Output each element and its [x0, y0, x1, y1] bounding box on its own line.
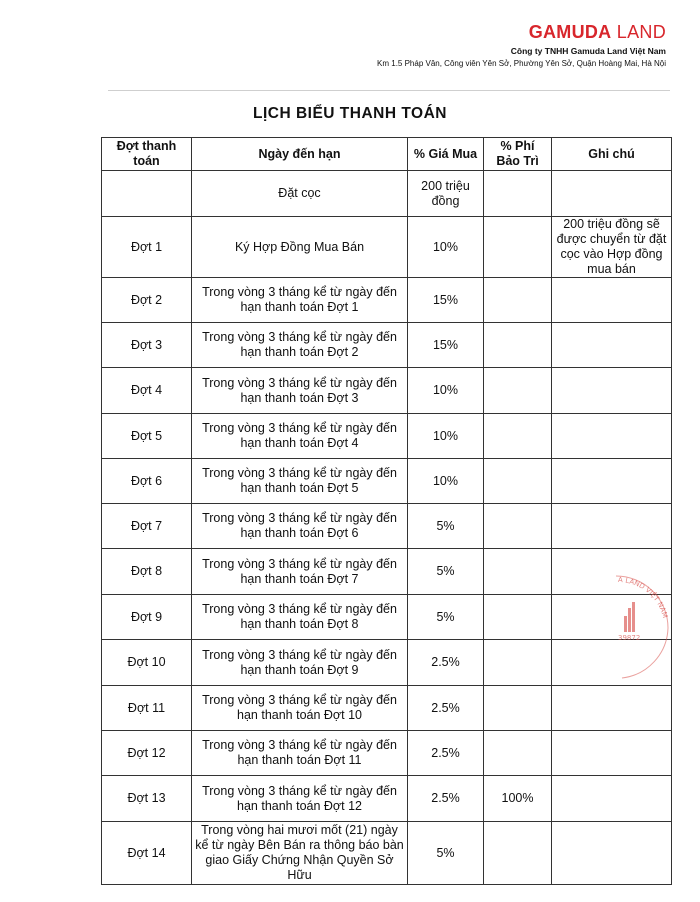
cell-due-date: Trong vòng 3 tháng kể từ ngày đến hạn thanh toán Đợt 7 — [192, 549, 408, 595]
cell-maintenance-percent — [484, 504, 552, 549]
cell-maintenance-percent — [484, 217, 552, 278]
cell-note — [552, 504, 672, 549]
table-row — [102, 504, 672, 549]
cell-due-date: Trong vòng 3 tháng kể từ ngày đến hạn thanh toán Đợt 2 — [192, 323, 408, 368]
table-row — [102, 595, 672, 640]
column-header-notes: Ghi chú — [552, 138, 672, 171]
cell-maintenance-percent — [484, 323, 552, 368]
cell-maintenance-percent — [484, 640, 552, 686]
table-row — [102, 414, 672, 459]
cell-note — [552, 686, 672, 731]
table-row — [102, 171, 672, 217]
cell-price-percent: 2.5% — [408, 776, 484, 822]
cell-note — [552, 459, 672, 504]
cell-due-date: Trong vòng hai mươi mốt (21) ngày kể từ ngày Bên Bán ra thông báo bàn giao Giấy Chứng Nhận Quyền Sở Hữu — [192, 822, 408, 885]
cell-installment: Đợt 2 — [102, 278, 192, 323]
cell-note — [552, 323, 672, 368]
cell-maintenance-percent — [484, 278, 552, 323]
cell-installment: Đợt 13 — [102, 776, 192, 822]
cell-price-percent: 5% — [408, 822, 484, 885]
cell-price-percent: 5% — [408, 504, 484, 549]
cell-due-date: Trong vòng 3 tháng kể từ ngày đến hạn thanh toán Đợt 10 — [192, 686, 408, 731]
table-row — [102, 459, 672, 504]
header-divider — [108, 90, 670, 91]
cell-due-date: Trong vòng 3 tháng kể từ ngày đến hạn thanh toán Đợt 12 — [192, 776, 408, 822]
cell-maintenance-percent — [484, 731, 552, 776]
column-header-price-percent: % Giá Mua — [408, 138, 484, 171]
table-row — [102, 368, 672, 414]
logo-suffix: LAND — [611, 22, 666, 42]
cell-note — [552, 640, 672, 686]
cell-due-date: Trong vòng 3 tháng kể từ ngày đến hạn thanh toán Đợt 8 — [192, 595, 408, 640]
cell-installment: Đợt 7 — [102, 504, 192, 549]
cell-due-date: Trong vòng 3 tháng kể từ ngày đến hạn thanh toán Đợt 5 — [192, 459, 408, 504]
table-row — [102, 731, 672, 776]
cell-note — [552, 549, 672, 595]
cell-installment: Đợt 1 — [102, 217, 192, 278]
stamp-number: 39872 — [618, 634, 641, 642]
cell-note: 200 triệu đồng sẽ được chuyển từ đặt cọc vào Hợp đồng mua bán — [552, 217, 672, 278]
cell-note — [552, 171, 672, 217]
table-row — [102, 278, 672, 323]
logo-brand: GAMUDA — [528, 22, 612, 42]
cell-maintenance-percent — [484, 459, 552, 504]
cell-installment: Đợt 11 — [102, 686, 192, 731]
cell-installment: Đợt 8 — [102, 549, 192, 595]
company-name: Công ty TNHH Gamuda Land Việt Nam — [510, 46, 666, 56]
cell-note — [552, 278, 672, 323]
cell-due-date: Trong vòng 3 tháng kể từ ngày đến hạn thanh toán Đợt 9 — [192, 640, 408, 686]
cell-installment: Đợt 4 — [102, 368, 192, 414]
table-row — [102, 217, 672, 278]
document-title: LỊCH BIỂU THANH TOÁN — [253, 105, 447, 122]
cell-maintenance-percent — [484, 822, 552, 885]
cell-due-date: Đặt cọc — [192, 171, 408, 217]
letterhead — [377, 22, 666, 69]
column-header-maintenance-percent: % Phí Bảo Trì — [484, 138, 552, 171]
table-row — [102, 549, 672, 595]
cell-maintenance-percent — [484, 171, 552, 217]
cell-maintenance-percent — [484, 549, 552, 595]
cell-note — [552, 414, 672, 459]
cell-price-percent: 5% — [408, 549, 484, 595]
stamp-text: A LAND VIỆT NAM — [617, 575, 670, 619]
table-row — [102, 686, 672, 731]
cell-price-percent: 15% — [408, 323, 484, 368]
cell-price-percent: 10% — [408, 414, 484, 459]
table-row — [102, 640, 672, 686]
cell-due-date: Trong vòng 3 tháng kể từ ngày đến hạn thanh toán Đợt 1 — [192, 278, 408, 323]
cell-installment: Đợt 9 — [102, 595, 192, 640]
cell-maintenance-percent — [484, 414, 552, 459]
cell-due-date: Trong vòng 3 tháng kể từ ngày đến hạn thanh toán Đợt 4 — [192, 414, 408, 459]
table-row — [102, 822, 672, 885]
cell-installment: Đợt 14 — [102, 822, 192, 885]
cell-maintenance-percent — [484, 368, 552, 414]
cell-due-date: Trong vòng 3 tháng kể từ ngày đến hạn thanh toán Đợt 6 — [192, 504, 408, 549]
cell-note — [552, 822, 672, 885]
table-row — [102, 776, 672, 822]
payment-schedule-table — [101, 137, 672, 885]
column-header-installment: Đợt thanh toán — [102, 138, 192, 171]
cell-due-date: Ký Hợp Đồng Mua Bán — [192, 217, 408, 278]
cell-maintenance-percent: 100% — [484, 776, 552, 822]
cell-price-percent: 2.5% — [408, 640, 484, 686]
cell-note — [552, 731, 672, 776]
column-header-due-date: Ngày đến hạn — [192, 138, 408, 171]
cell-installment: Đợt 5 — [102, 414, 192, 459]
company-logo — [377, 22, 666, 42]
cell-note — [552, 595, 672, 640]
cell-price-percent: 200 triệu đồng — [408, 171, 484, 217]
cell-installment: Đợt 3 — [102, 323, 192, 368]
cell-maintenance-percent — [484, 595, 552, 640]
cell-note — [552, 776, 672, 822]
cell-installment: Đợt 12 — [102, 731, 192, 776]
table-header-row — [102, 138, 672, 171]
cell-due-date: Trong vòng 3 tháng kể từ ngày đến hạn thanh toán Đợt 3 — [192, 368, 408, 414]
cell-installment — [102, 171, 192, 217]
table-row — [102, 323, 672, 368]
cell-maintenance-percent — [484, 686, 552, 731]
cell-price-percent: 10% — [408, 217, 484, 278]
cell-price-percent: 2.5% — [408, 731, 484, 776]
cell-price-percent: 5% — [408, 595, 484, 640]
cell-price-percent: 10% — [408, 459, 484, 504]
cell-note — [552, 368, 672, 414]
cell-price-percent: 10% — [408, 368, 484, 414]
table-body — [102, 171, 672, 885]
company-address: Km 1.5 Pháp Vân, Công viên Yên Sở, Phường Yên Sở, Quận Hoàng Mai, Hà Nội — [377, 59, 666, 68]
cell-price-percent: 2.5% — [408, 686, 484, 731]
cell-installment: Đợt 6 — [102, 459, 192, 504]
cell-due-date: Trong vòng 3 tháng kể từ ngày đến hạn thanh toán Đợt 11 — [192, 731, 408, 776]
cell-installment: Đợt 10 — [102, 640, 192, 686]
cell-price-percent: 15% — [408, 278, 484, 323]
